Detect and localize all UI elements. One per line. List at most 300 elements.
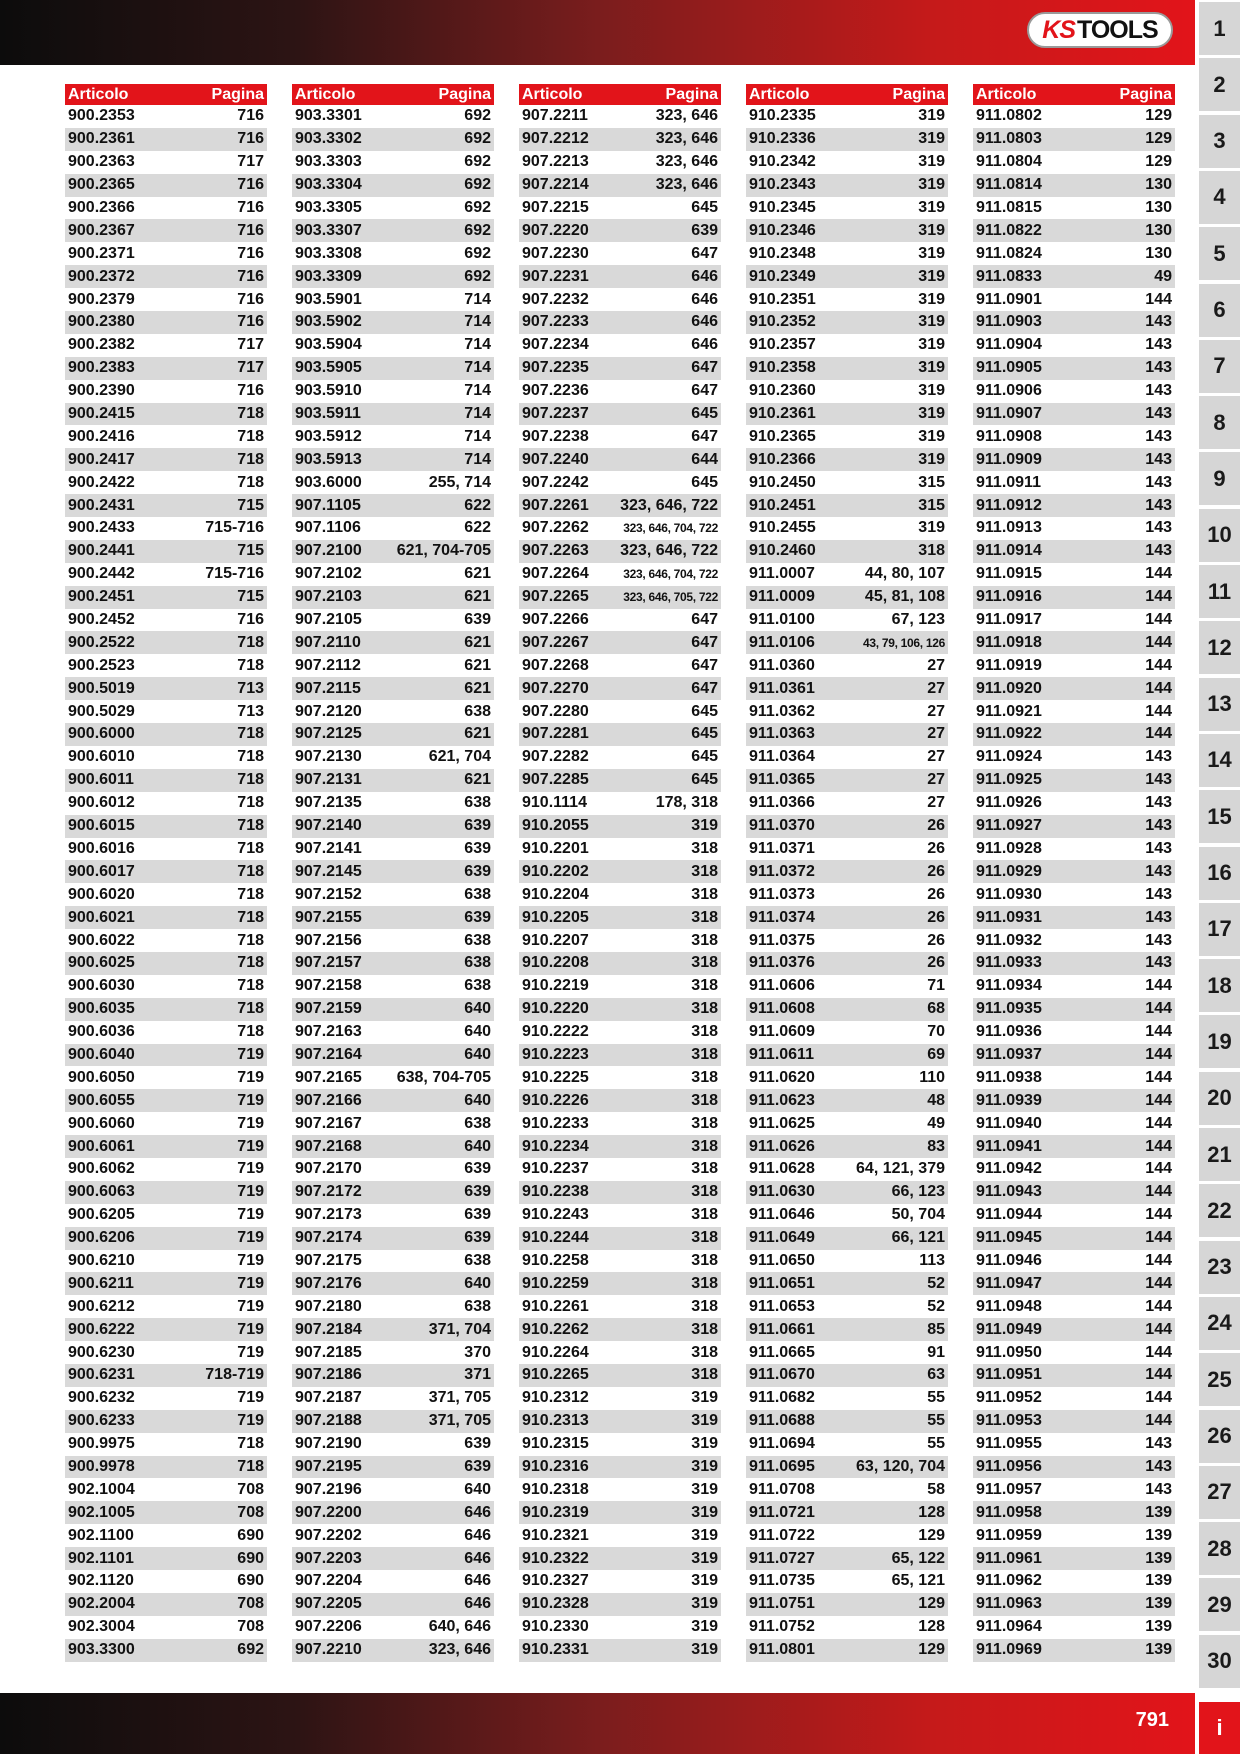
article-number: 911.0912 (976, 496, 1042, 514)
page-reference: 143 (1145, 862, 1172, 880)
table-row (519, 838, 721, 861)
article-number: 911.0917 (976, 611, 1042, 629)
page-reference: 718 (237, 885, 264, 903)
table-row (519, 677, 721, 700)
article-number: 911.0969 (976, 1641, 1042, 1659)
page-reference: 64, 121, 379 (856, 1160, 945, 1178)
table-row (292, 654, 494, 677)
page-reference: 323, 646, 704, 722 (623, 567, 718, 582)
page-reference: 66, 121 (891, 1229, 945, 1247)
chapter-tab-26[interactable]: 26 (1199, 1410, 1240, 1463)
article-number: 911.0924 (976, 748, 1042, 766)
page-reference: 144 (1145, 1297, 1172, 1315)
page-reference: 639 (464, 1160, 491, 1178)
chapter-tab-18[interactable]: 18 (1199, 959, 1240, 1012)
page-reference: 144 (1145, 725, 1172, 743)
article-number: 911.0374 (749, 908, 815, 926)
table-row (746, 311, 948, 334)
page-reference: 323, 646 (655, 176, 718, 194)
page-reference: 621 (464, 565, 491, 583)
article-number: 907.2190 (295, 1435, 362, 1453)
table-row (519, 380, 721, 403)
page-reference: 110 (919, 1068, 945, 1086)
article-number: 900.6021 (68, 908, 135, 926)
table-row (519, 1639, 721, 1662)
article-number: 911.0956 (976, 1457, 1042, 1475)
article-number: 911.0930 (976, 885, 1042, 903)
table-row (292, 540, 494, 563)
page-reference: 48 (927, 1091, 945, 1109)
page-reference: 44, 80, 107 (864, 565, 945, 583)
page-reference: 718 (237, 771, 264, 789)
table-row (519, 998, 721, 1021)
table-row (65, 1112, 267, 1135)
chapter-tab-16[interactable]: 16 (1199, 847, 1240, 900)
table-row (973, 425, 1175, 448)
chapter-tab-12[interactable]: 12 (1199, 621, 1240, 674)
page-reference: 27 (927, 725, 945, 743)
chapter-tab-17[interactable]: 17 (1199, 903, 1240, 956)
article-number: 911.0916 (976, 588, 1042, 606)
article-number: 900.6040 (68, 1045, 135, 1063)
article-number: 900.6222 (68, 1320, 135, 1338)
table-row (519, 403, 721, 426)
column-rows (65, 105, 267, 1662)
page-reference: 319 (691, 1641, 718, 1659)
table-row (292, 380, 494, 403)
article-number: 911.0908 (976, 427, 1042, 445)
table-row (292, 1364, 494, 1387)
article-number: 900.5029 (68, 702, 135, 720)
table-row (519, 1295, 721, 1318)
article-number: 911.0650 (749, 1251, 815, 1269)
article-number: 910.2234 (522, 1137, 589, 1155)
page-reference: 718 (237, 450, 264, 468)
table-row (65, 1135, 267, 1158)
table-row (746, 677, 948, 700)
page-reference: 640 (464, 1023, 491, 1041)
article-number: 911.0646 (749, 1206, 815, 1224)
article-number: 907.2120 (295, 702, 362, 720)
page-reference: 717 (237, 153, 264, 171)
table-row (65, 631, 267, 654)
article-number: 907.2100 (295, 542, 362, 560)
article-number: 910.2243 (522, 1206, 589, 1224)
page-reference: 318 (691, 1229, 718, 1247)
page-reference: 621 (464, 771, 491, 789)
chapter-tab-5[interactable]: 5 (1199, 227, 1240, 280)
article-number: 907.2180 (295, 1297, 362, 1315)
table-row (746, 1066, 948, 1089)
table-row (519, 1341, 721, 1364)
article-number: 911.0620 (749, 1068, 815, 1086)
article-number: 907.2233 (522, 313, 589, 331)
table-row (973, 1501, 1175, 1524)
page-reference: 371 (464, 1366, 491, 1384)
table-row (65, 746, 267, 769)
table-row (65, 1387, 267, 1410)
table-row (65, 1204, 267, 1227)
page-reference: 318 (691, 954, 718, 972)
table-row (292, 242, 494, 265)
article-number: 907.2215 (522, 199, 589, 216)
page-reference: 55 (927, 1435, 945, 1453)
article-number: 903.5905 (295, 359, 362, 377)
article-number: 900.9975 (68, 1435, 135, 1453)
table-row (746, 906, 948, 929)
table-row (292, 197, 494, 220)
page-reference: 144 (1145, 290, 1172, 308)
table-row (292, 1387, 494, 1410)
table-row (65, 128, 267, 151)
page-reference: 640, 646 (428, 1618, 491, 1636)
article-number: 907.2131 (295, 771, 362, 789)
page-reference: 143 (1145, 931, 1172, 949)
page-reference: 716 (237, 382, 264, 400)
page-reference: 719 (237, 1274, 264, 1292)
page-reference: 323, 646 (655, 153, 718, 171)
table-row (746, 883, 948, 906)
chapter-tab-29[interactable]: 29 (1199, 1578, 1240, 1631)
article-number: 907.2263 (522, 542, 589, 560)
table-row (292, 1066, 494, 1089)
article-number: 907.2110 (295, 633, 361, 651)
article-number: 900.6232 (68, 1389, 135, 1407)
article-number: 907.2163 (295, 1023, 362, 1041)
page-reference: 639 (464, 839, 491, 857)
page-reference: 144 (1145, 1274, 1172, 1292)
page-reference: 65, 121 (891, 1572, 945, 1590)
article-number: 911.0959 (976, 1526, 1042, 1544)
article-number: 910.2351 (749, 290, 816, 308)
page-reference: 55 (927, 1412, 945, 1430)
chapter-tab-13[interactable]: 13 (1199, 678, 1240, 731)
page-reference: 716 (237, 199, 264, 216)
page-reference: 27 (927, 748, 945, 766)
chapter-tab-9[interactable]: 9 (1199, 452, 1240, 505)
page-reference: 318 (691, 885, 718, 903)
chapter-tab-10[interactable]: 10 (1199, 509, 1240, 562)
article-number: 911.0922 (976, 725, 1042, 743)
page-reference: 319 (918, 244, 945, 262)
article-number: 900.2365 (68, 176, 135, 194)
table-row (746, 471, 948, 494)
header-articolo: Articolo (749, 85, 810, 103)
article-number: 907.2200 (295, 1503, 362, 1521)
article-number: 907.2202 (295, 1526, 362, 1544)
chapter-tab-25[interactable]: 25 (1199, 1353, 1240, 1406)
table-row (746, 1227, 948, 1250)
table-row (519, 1456, 721, 1479)
article-number: 907.2242 (522, 473, 589, 491)
page-reference: 26 (927, 862, 945, 880)
table-row (746, 403, 948, 426)
page-reference: 318 (918, 542, 945, 560)
table-row (973, 1341, 1175, 1364)
article-number: 907.2165 (295, 1068, 362, 1086)
table-row (292, 1341, 494, 1364)
table-row (65, 471, 267, 494)
page-reference: 130 (1145, 244, 1172, 262)
chapter-tab-20[interactable]: 20 (1199, 1072, 1240, 1125)
table-row (292, 1639, 494, 1662)
page-reference: 319 (918, 450, 945, 468)
article-number: 911.0904 (976, 336, 1042, 354)
page-reference: 318 (691, 1251, 718, 1269)
page-reference: 639 (464, 908, 491, 926)
article-number: 911.0921 (976, 702, 1042, 720)
page-reference: 319 (918, 313, 945, 331)
page-reference: 144 (1145, 565, 1172, 583)
chapter-tab-28[interactable]: 28 (1199, 1522, 1240, 1575)
article-number: 907.2135 (295, 794, 362, 812)
article-number: 911.0363 (749, 725, 815, 743)
article-number: 900.2367 (68, 221, 135, 239)
article-number: 911.0961 (976, 1549, 1042, 1567)
article-number: 907.2266 (522, 611, 589, 629)
article-number: 900.6022 (68, 931, 135, 949)
table-row (65, 380, 267, 403)
chapter-tab-21[interactable]: 21 (1199, 1128, 1240, 1181)
chapter-tab-19[interactable]: 19 (1199, 1015, 1240, 1068)
table-row (973, 1021, 1175, 1044)
article-number: 907.2234 (522, 336, 589, 354)
article-number: 907.2212 (522, 130, 589, 148)
table-row (746, 1044, 948, 1067)
table-row (973, 1158, 1175, 1181)
table-row (746, 815, 948, 838)
article-number: 911.0752 (749, 1618, 815, 1636)
article-number: 910.2349 (749, 267, 816, 285)
chapter-tab-8[interactable]: 8 (1199, 396, 1240, 449)
page-reference: 139 (1145, 1595, 1172, 1613)
table-row (65, 1295, 267, 1318)
page-reference: 718 (237, 931, 264, 949)
page-reference: 718-719 (205, 1366, 264, 1384)
page-reference: 646 (691, 313, 718, 331)
table-row (973, 1547, 1175, 1570)
article-number: 911.0937 (976, 1045, 1042, 1063)
chapter-tab-3[interactable]: 3 (1199, 115, 1240, 168)
article-number: 900.6055 (68, 1091, 135, 1109)
article-number: 900.2441 (68, 542, 135, 560)
article-number: 911.0360 (749, 656, 815, 674)
article-number: 900.6020 (68, 885, 135, 903)
article-number: 900.2382 (68, 336, 135, 354)
chapter-tab-15[interactable]: 15 (1199, 790, 1240, 843)
article-number: 911.0949 (976, 1320, 1042, 1338)
chapter-tab-22[interactable]: 22 (1199, 1184, 1240, 1237)
article-number: 900.6063 (68, 1183, 135, 1201)
article-number: 907.2268 (522, 656, 589, 674)
page-reference: 690 (237, 1572, 264, 1590)
page-reference: 144 (1145, 1343, 1172, 1361)
chapter-tab-4[interactable]: 4 (1199, 171, 1240, 224)
page-reference: 319 (691, 1595, 718, 1613)
page-reference: 621 (464, 633, 491, 651)
table-row (519, 471, 721, 494)
page-reference: 639 (464, 1229, 491, 1247)
article-number: 903.3304 (295, 176, 362, 194)
page-reference: 639 (464, 611, 491, 629)
article-number: 910.2460 (749, 542, 816, 560)
table-row (292, 1570, 494, 1593)
article-number: 911.0007 (749, 565, 815, 583)
table-row (292, 860, 494, 883)
page-reference: 692 (237, 1641, 264, 1659)
table-row (65, 1158, 267, 1181)
table-row (519, 1387, 721, 1410)
table-row (973, 1089, 1175, 1112)
article-number: 910.2327 (522, 1572, 589, 1590)
index-column (746, 84, 948, 1662)
page-reference: 719 (237, 1114, 264, 1132)
page-reference: 143 (1145, 817, 1172, 835)
page-reference: 143 (1145, 496, 1172, 514)
chapter-tab-14[interactable]: 14 (1199, 734, 1240, 787)
table-row (746, 448, 948, 471)
chapter-tab-2[interactable]: 2 (1199, 58, 1240, 111)
article-number: 910.2261 (522, 1297, 589, 1315)
page-reference: 129 (918, 1526, 945, 1544)
page-reference: 318 (691, 1091, 718, 1109)
article-number: 910.2335 (749, 107, 816, 125)
page-reference: 144 (1145, 1229, 1172, 1247)
article-number: 911.0833 (976, 267, 1042, 285)
info-tab[interactable]: i (1199, 1702, 1240, 1754)
article-number: 900.2431 (68, 496, 135, 514)
article-number: 911.0934 (976, 977, 1042, 995)
ks-tools-logo (1027, 12, 1173, 48)
table-row (292, 1593, 494, 1616)
table-row (746, 242, 948, 265)
chapter-tab-11[interactable]: 11 (1199, 565, 1240, 618)
chapter-tab-30[interactable]: 30 (1199, 1635, 1240, 1688)
page-reference: 323, 646 (655, 130, 718, 148)
page-reference: 718 (237, 748, 264, 766)
table-row (746, 540, 948, 563)
footer-bar (0, 1693, 1195, 1754)
page-reference: 318 (691, 931, 718, 949)
page-reference: 63, 120, 704 (856, 1457, 945, 1475)
article-number: 911.0727 (749, 1549, 815, 1567)
article-number: 907.2282 (522, 748, 589, 766)
table-row (65, 1616, 267, 1639)
article-number: 907.2264 (522, 565, 589, 583)
table-row (292, 563, 494, 586)
article-number: 911.0915 (976, 565, 1042, 583)
table-row (746, 1158, 948, 1181)
article-number: 907.2235 (522, 359, 589, 377)
table-row (973, 792, 1175, 815)
header-bar (0, 0, 1195, 65)
article-number: 911.0936 (976, 1023, 1042, 1041)
table-row (746, 1639, 948, 1662)
page-reference: 371, 705 (428, 1389, 491, 1407)
page-reference: 718 (237, 839, 264, 857)
page-reference: 715-716 (205, 519, 264, 537)
page-reference: 719 (237, 1412, 264, 1430)
article-number: 910.2258 (522, 1251, 589, 1269)
chapter-tab-24[interactable]: 24 (1199, 1297, 1240, 1350)
table-row (973, 952, 1175, 975)
page-reference: 692 (464, 199, 491, 216)
article-number: 911.0926 (976, 794, 1042, 812)
article-number: 910.2226 (522, 1091, 589, 1109)
page-reference: 143 (1145, 542, 1172, 560)
page-reference: 318 (691, 1320, 718, 1338)
table-row (746, 1547, 948, 1570)
page-reference: 719 (237, 1343, 264, 1361)
chapter-tab-7[interactable]: 7 (1199, 340, 1240, 393)
table-row (973, 883, 1175, 906)
article-number: 910.2201 (522, 839, 589, 857)
article-number: 910.2342 (749, 153, 816, 171)
page-reference: 621 (464, 588, 491, 606)
chapter-tab-23[interactable]: 23 (1199, 1241, 1240, 1294)
page-reference: 719 (237, 1320, 264, 1338)
table-row (973, 540, 1175, 563)
chapter-tab-6[interactable]: 6 (1199, 284, 1240, 337)
chapter-tab-1[interactable]: 1 (1199, 2, 1240, 55)
table-row (65, 677, 267, 700)
page-reference: 27 (927, 656, 945, 674)
table-row (973, 1410, 1175, 1433)
page-reference: 715-716 (205, 565, 264, 583)
table-row (292, 1272, 494, 1295)
page-reference: 49 (1154, 267, 1172, 285)
page-reference: 640 (464, 1480, 491, 1498)
table-row (973, 288, 1175, 311)
page-reference: 715 (237, 496, 264, 514)
page-reference: 646 (691, 267, 718, 285)
table-row (292, 1250, 494, 1273)
table-row (65, 448, 267, 471)
article-number: 911.0901 (976, 290, 1042, 308)
table-row (292, 1456, 494, 1479)
table-row (519, 448, 721, 471)
table-row (292, 609, 494, 632)
article-number: 903.5912 (295, 427, 362, 445)
table-row (519, 1089, 721, 1112)
page-reference: 318 (691, 1274, 718, 1292)
table-row (65, 1066, 267, 1089)
page-reference: 323, 646 (428, 1641, 491, 1659)
table-row (519, 242, 721, 265)
article-number: 907.2231 (522, 267, 589, 285)
page-reference: 144 (1145, 1160, 1172, 1178)
table-row (65, 334, 267, 357)
page-reference: 27 (927, 702, 945, 720)
chapter-tab-27[interactable]: 27 (1199, 1466, 1240, 1519)
header-articolo: Articolo (522, 85, 583, 103)
page-reference: 144 (1145, 1023, 1172, 1041)
page-reference: 638, 704-705 (396, 1068, 491, 1086)
table-row (973, 1387, 1175, 1410)
page-reference: 646 (691, 290, 718, 308)
article-number: 902.3004 (68, 1618, 135, 1636)
page-reference: 319 (691, 1389, 718, 1407)
page-reference: 139 (1145, 1526, 1172, 1544)
column-header (973, 84, 1175, 105)
table-row (519, 494, 721, 517)
article-number: 911.0938 (976, 1068, 1042, 1086)
table-row (65, 288, 267, 311)
page-reference: 139 (1145, 1572, 1172, 1590)
table-row (292, 929, 494, 952)
page-reference: 644 (691, 450, 718, 468)
page-reference: 128 (918, 1503, 945, 1521)
